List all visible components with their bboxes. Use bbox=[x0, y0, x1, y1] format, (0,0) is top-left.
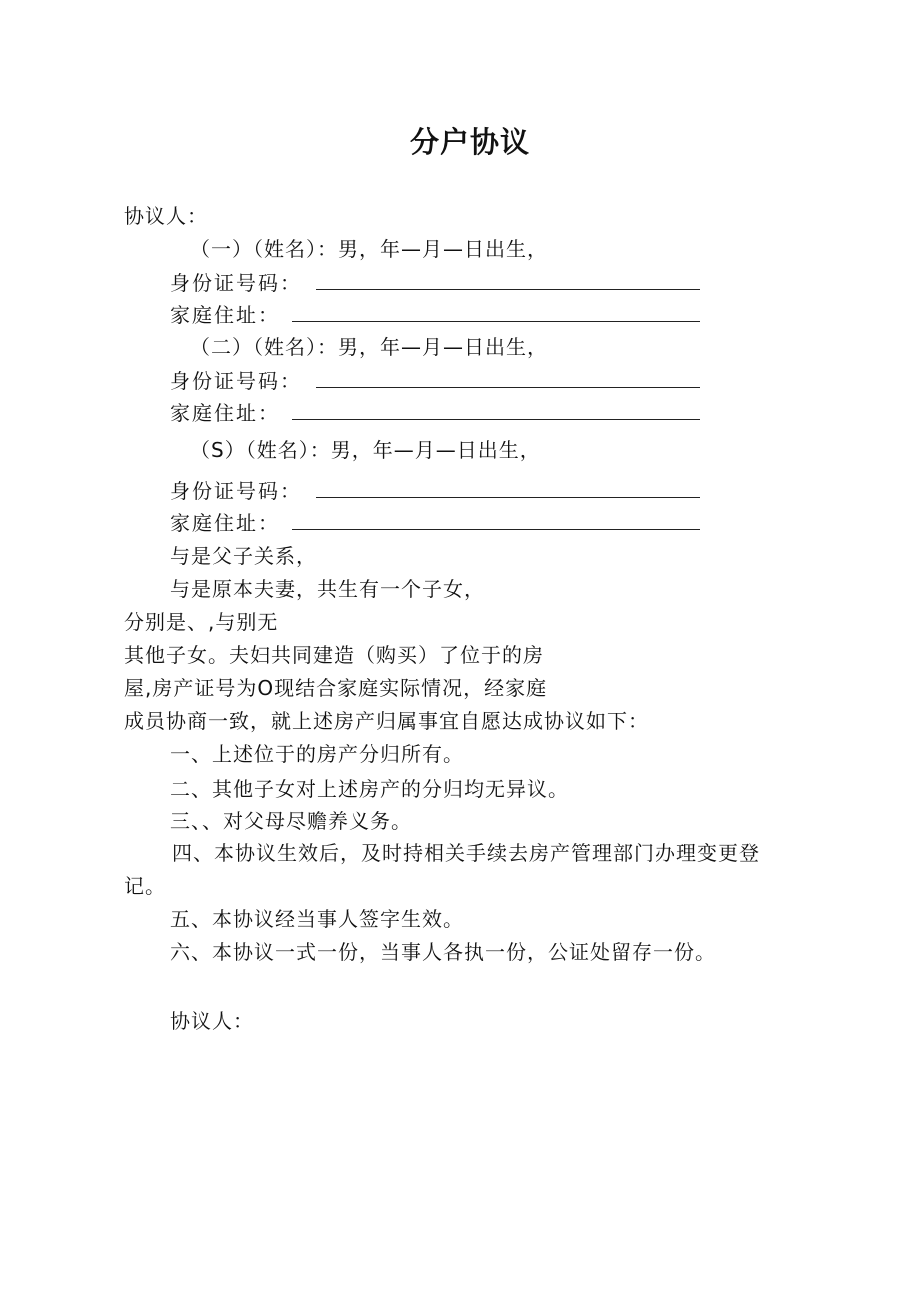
address-label: 家庭住址： bbox=[170, 401, 280, 425]
relation-father-son: 与是父子关系， bbox=[170, 544, 317, 568]
relation-spouses: 与是原本夫妻，共生有一个子女， bbox=[170, 577, 485, 601]
person-3-address-field bbox=[170, 508, 700, 538]
person-2-address-field bbox=[170, 398, 700, 428]
clause-3: 三、、对父母尽赡养义务。 bbox=[170, 809, 412, 833]
document-title: 分户协议 bbox=[409, 125, 530, 159]
parties-label: 协议人： bbox=[124, 204, 208, 228]
id-number-label: 身份证号码： bbox=[170, 369, 302, 393]
id-number-label: 身份证号码： bbox=[170, 271, 302, 295]
person-1-line: （一）（姓名）：男，年—月—日出生， bbox=[190, 237, 548, 261]
person-1-id-field bbox=[170, 268, 700, 298]
id-number-blank[interactable] bbox=[316, 496, 700, 498]
address-blank[interactable] bbox=[292, 528, 700, 530]
id-number-blank[interactable] bbox=[316, 386, 700, 388]
address-blank[interactable] bbox=[292, 320, 700, 322]
property-line-3: 成员协商一致，就上述房产归属事宜自愿达成协议如下： bbox=[124, 709, 649, 733]
clause-4-continued: 记。 bbox=[124, 874, 166, 898]
address-label: 家庭住址： bbox=[170, 511, 280, 535]
person-1-address-field bbox=[170, 300, 700, 330]
address-blank[interactable] bbox=[292, 418, 700, 420]
clause-2: 二、其他子女对上述房产的分归均无异议。 bbox=[170, 777, 569, 801]
children-names-line: 分别是、,与别无 bbox=[124, 610, 279, 634]
person-3-id-field bbox=[170, 476, 700, 506]
property-line-1: 其他子女。夫妇共同建造（购买）了位于的房 bbox=[124, 643, 544, 667]
clause-4: 四、本协议生效后，及时持相关手续去房产管理部门办理变更登 bbox=[172, 841, 760, 865]
id-number-blank[interactable] bbox=[316, 288, 700, 290]
id-number-label: 身份证号码： bbox=[170, 479, 302, 503]
clause-1: 一、上述位于的房产分归所有。 bbox=[170, 742, 464, 766]
clause-5: 五、本协议经当事人签字生效。 bbox=[170, 907, 464, 931]
person-3-line: （S）（姓名）：男，年—月—日出生， bbox=[190, 438, 541, 462]
person-2-id-field bbox=[170, 366, 700, 396]
person-2-line: （二）（姓名）：男，年—月—日出生， bbox=[190, 335, 548, 359]
address-label: 家庭住址： bbox=[170, 303, 280, 327]
property-line-2: 屋,房产证号为O现结合家庭实际情况，经家庭 bbox=[124, 676, 548, 700]
clause-6: 六、本协议一式一份，当事人各执一份，公证处留存一份。 bbox=[170, 940, 716, 964]
signature-label: 协议人： bbox=[170, 1009, 254, 1033]
